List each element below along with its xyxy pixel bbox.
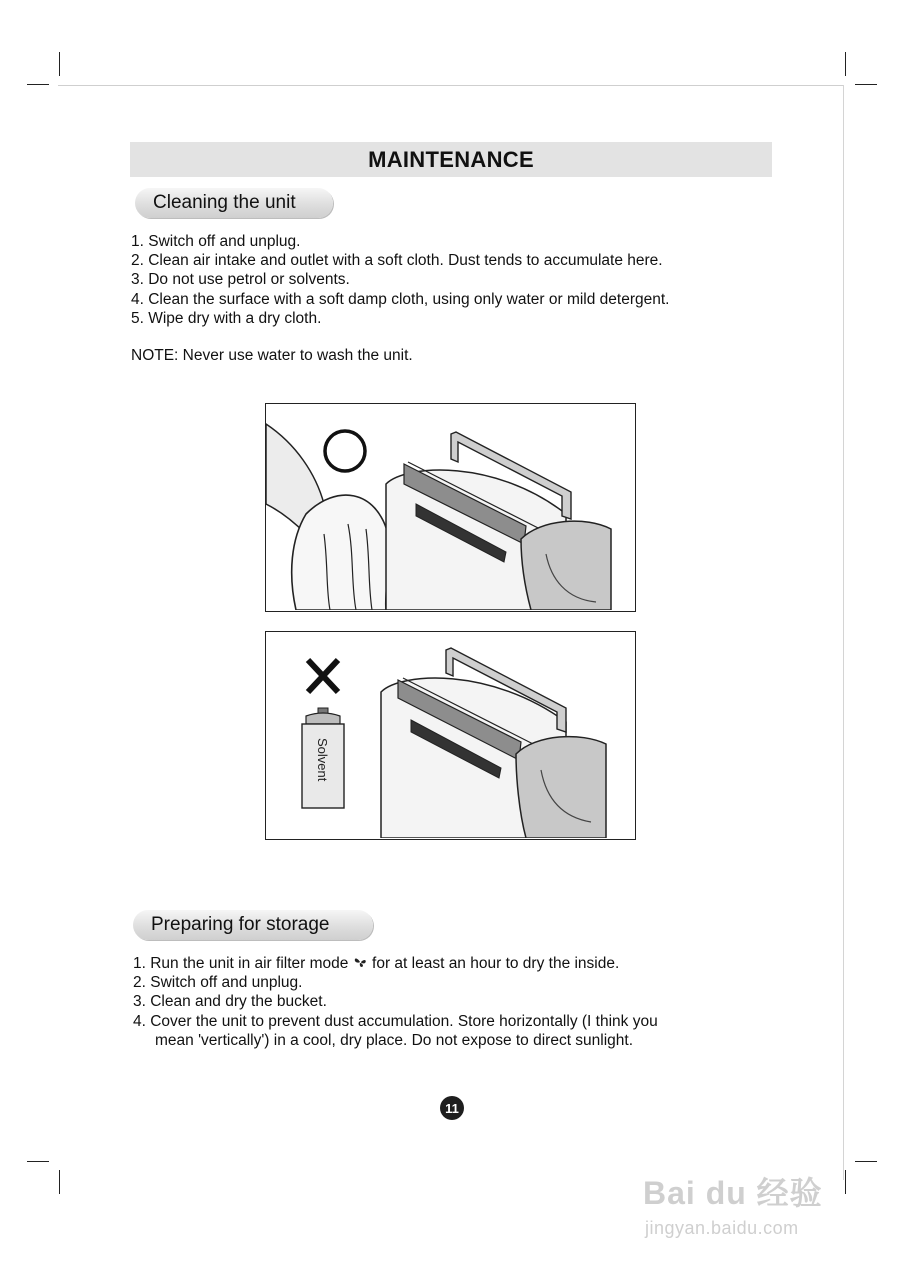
illustration-solvent [266, 632, 634, 838]
list-item: 1. Switch off and unplug. [131, 233, 301, 250]
list-item: 5. Wipe dry with a dry cloth. [131, 309, 322, 327]
page-edge [843, 85, 844, 1180]
section-heading-cleaning [135, 188, 333, 218]
list-item: 4. Clean the surface with a soft damp cloth, using only water or mild detergent. [131, 290, 670, 308]
title-bar [130, 142, 772, 177]
crop-mark [855, 1161, 877, 1162]
section-heading-storage [133, 910, 373, 940]
crop-mark [59, 1170, 60, 1194]
watermark-logo: Bai du 经验 [643, 1175, 823, 1211]
page-number: 11 [440, 1096, 464, 1120]
cleaning-steps [131, 232, 669, 328]
crop-mark [59, 52, 60, 76]
crop-mark [845, 52, 846, 76]
list-item: 3. Clean and dry the bucket. [133, 993, 327, 1011]
crop-mark [845, 1170, 846, 1194]
list-item: 2. Switch off and unplug. [133, 974, 303, 992]
figure-wipe-cloth [265, 403, 636, 612]
crop-mark [27, 1161, 49, 1162]
crop-mark [27, 84, 49, 85]
list-item: mean 'vertically') in a cool, dry place. Do not expose to direct sunlight. [155, 1031, 634, 1049]
list-item: 1. Run the unit in air filter mode for at least an hour to dry the inside. [133, 955, 620, 972]
section-heading-label: Preparing for storage [151, 914, 330, 935]
section-heading-label: Cleaning the unit [153, 192, 296, 213]
list-item: 4. Cover the unit to prevent dust accumulation. Store horizontally (I think you [133, 1012, 658, 1030]
solvent-can [302, 708, 344, 808]
illustration-wipe [266, 404, 634, 610]
watermark-url: jingyan.baidu.com [645, 1218, 799, 1238]
ok-circle-icon [325, 431, 365, 471]
page-edge [58, 85, 844, 86]
page-title: MAINTENANCE [368, 146, 534, 172]
note: NOTE: Never use water to wash the unit. [131, 347, 413, 364]
list-item: 2. Clean air intake and outlet with a soft cloth. Dust tends to accumulate here. [131, 252, 663, 270]
dehumidifier-unit [386, 432, 611, 610]
solvent-label: Solvent [315, 738, 330, 782]
crop-mark [855, 84, 877, 85]
prohibited-x-icon [308, 660, 338, 692]
storage-steps [133, 954, 658, 1050]
figure-no-solvent [265, 631, 636, 840]
fan-mode-icon [353, 956, 368, 969]
list-item: 3. Do not use petrol or solvents. [131, 271, 350, 289]
dehumidifier-unit [381, 648, 606, 838]
